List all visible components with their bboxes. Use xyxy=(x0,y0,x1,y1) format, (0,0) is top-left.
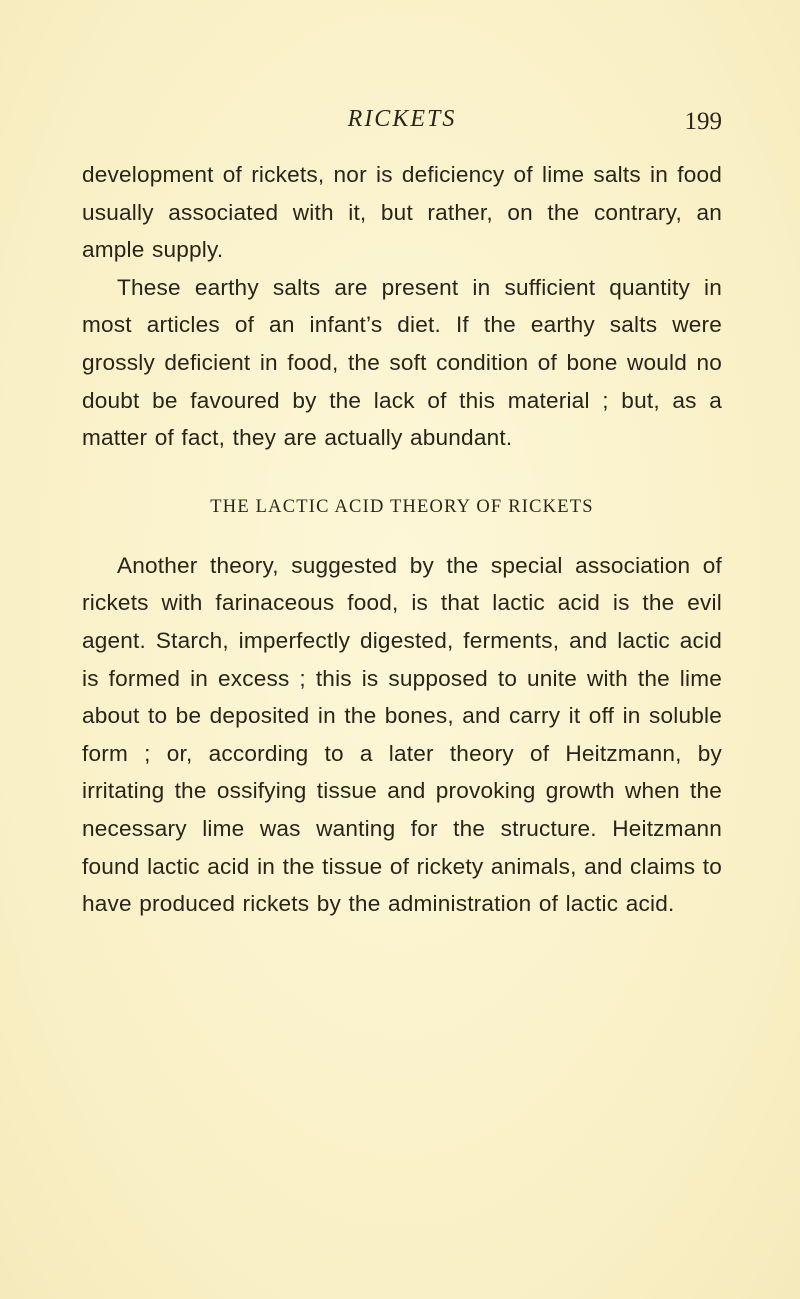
paragraph-earthy-salts: These earthy salts are present in sufficient quantity in most articles of an infant’s diet. If the earthy salts were grossly deficient in food, the soft condition of bone would no doubt be favoured by the lack of this material ; but, as a matter of fact, they are actually abundant. xyxy=(82,274,722,451)
paragraph-lactic-acid-theory: Another theory, suggested by the special association of rickets with farinaceous food, is that lactic acid is the evil agent. Starch, imperfectly digested, ferments, and lactic acid is formed in excess ; this is supposed to unite with the lime about to be deposited in the bones, and carry it off in soluble form ; or, according to a later theory of Heitzmann, by irritating the ossifying tissue and provoking growth when the necessary lime was wanting for the structure. Heitzmann found lactic acid in the tissue of rickety animals, and claims to have produced rickets by the administration of lactic acid. xyxy=(82,552,722,917)
section-heading: THE LACTIC ACID THEORY OF RICKETS xyxy=(210,496,594,517)
page-number: 199 xyxy=(684,108,722,135)
running-head xyxy=(82,100,722,140)
paragraph-continued: development of rickets, nor is deficiency of lime salts in food usually associated with it, but rather, on the contrary, an ample supply. xyxy=(82,162,722,263)
running-title: RICKETS xyxy=(347,106,457,132)
body-text xyxy=(82,156,722,923)
